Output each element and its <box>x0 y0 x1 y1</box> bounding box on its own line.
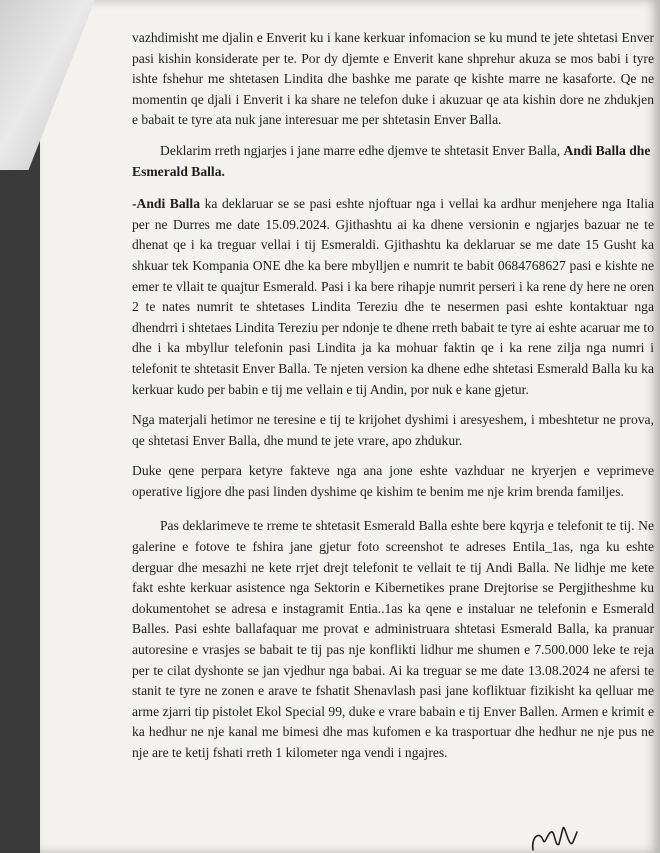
heading-bold-names: Andi Balla dhe Esmerald Balla. <box>132 142 651 179</box>
heading-plain-text: Deklarim rreth ngjarjes i jane marre edhe djemve te shtetasit Enver Balla, <box>160 142 564 158</box>
operative-actions-paragraph: Duke qene perpara ketyre fakteve nga ana jone eshte vazhduar ne kryerjen e veprimeve operative ligjore dhe pasi linden dyshime qe kishim te benim me nje krim brenda familjes. <box>132 463 654 499</box>
document-page <box>40 0 660 853</box>
andi-name-bold: -Andi Balla <box>132 196 201 212</box>
andi-declaration-paragraph <box>132 194 654 400</box>
declaration-heading <box>132 141 654 182</box>
intro-paragraph: vazhdimisht me djalin e Enverit ku i kane kerkuar infomacion se ku mund te jete shtetasi Enver pasi kishin konsiderate per te. Por dy djemte e Enverit kane shprehur akuza se mos babi i tyre ishte fshehur me shtetasen Lindita dhe bashke me parate qe kishte marre ne kasaforte. Qe ne momentin qe djali i Enverit i ka share ne telefon duke i akuzuar qe ata kishin dore ne zhdukjen e babait te tyre ata nuk jane interesuar me per shtetasin Enver Balla. <box>132 30 654 128</box>
andi-declaration-text: ka deklaruar se se pasi eshte njoftuar nga i vellai ka ardhur menjehere nga Italia per ne Durres me date 15.09.2024. Gjithashtu ai ka dhene versionin e ngjarjes bazuar ne te dhenat qe i ka treguar vellai i tij Esmeraldi. Gjithashtu ka deklaruar se me date 15 Gusht ka shkuar tek Kompania ONE dhe ka bere mbylljen e numrit te babit 0684768627 pasi e kishte ne emer te vllait te quajtur Esmerald. Pasi i ka bere rihapje numrit perseri i ka rene dy here ne oren 2 te nates numrit te shtetases Lindita Tereziu dhe te nesermen pasi eshte kontaktuar nga dhendrri i shtetaes Lindita Tereziu per ndonje te dhene rreth babait te tyre ai eshte acaruar me to dhe i ka mbyllur telefonin pasi Lindita ja ka mohuar faktin qe i ka rene zilja nga numri i telefonit te shtetasit Enver Balla. Te njeten version ka dhene edhe shtetasi Esmerald Balla ku ka kerkuar kudo per babin e tij me vellain e tij Andin, por nuk e kane gjetur. <box>132 196 654 397</box>
investigation-material-paragraph: Nga materjali hetimor ne teresine e tij te krijohet dyshimi i aresyeshem, i mbeshtetur ne prova, qe shtetasi Enver Balla, dhe mund te jete vrare, apo zhdukur. <box>132 412 654 448</box>
document-body <box>132 28 654 764</box>
phone-inspection-paragraph: Pas deklarimeve te rreme te shtetasit Esmerald Balla eshte bere kqyrja e telefonit te tij. Ne galerine e fotove te fshira jane gjetur foto screenshot te adreses Entila_1as, nga ku eshte derguar dhe mesazhi ne kete rrjet drejt telefonit te vellait te tij Andi Balla. Ne lidhje me kete fakt eshte kerkuar asistence nga Sektorin e Kibernetikes prane Drejtorise se Pergjitheshme ku dokumentohet se adresa e instagramit Entia..1as ka qene e instaluar ne telefonin e Esmerald Balles. Pasi eshte ballafaquar me provat e administruara shtetasi Esmerald Balla, ka pranuar autoresine e vrasjes se babait te tij pas nje konflikti lidhur me shumen e 7.500.000 leke te reja per te cilat dyshonte se jan vjedhur nga babai. Ai ka treguar se me date 13.08.2024 ne afersi te stanit te tyre ne zonen e arave te fshatit Shenavlash pasi jane kofliktuar fizikisht ka qelluar me arme zjarri tip pistolet Ekol Special 99, duke e vrare babain e tij Enver Ballen. Armen e krimit e ka hedhur ne nje kanal me bimesi dhe mas kufomen e ka trasportuar dhe hedhur ne nje pus ne nje are te ketij fshati rreth 1 kilometer nga vendi i ngajres. <box>132 518 654 760</box>
signature-mark <box>525 820 615 853</box>
